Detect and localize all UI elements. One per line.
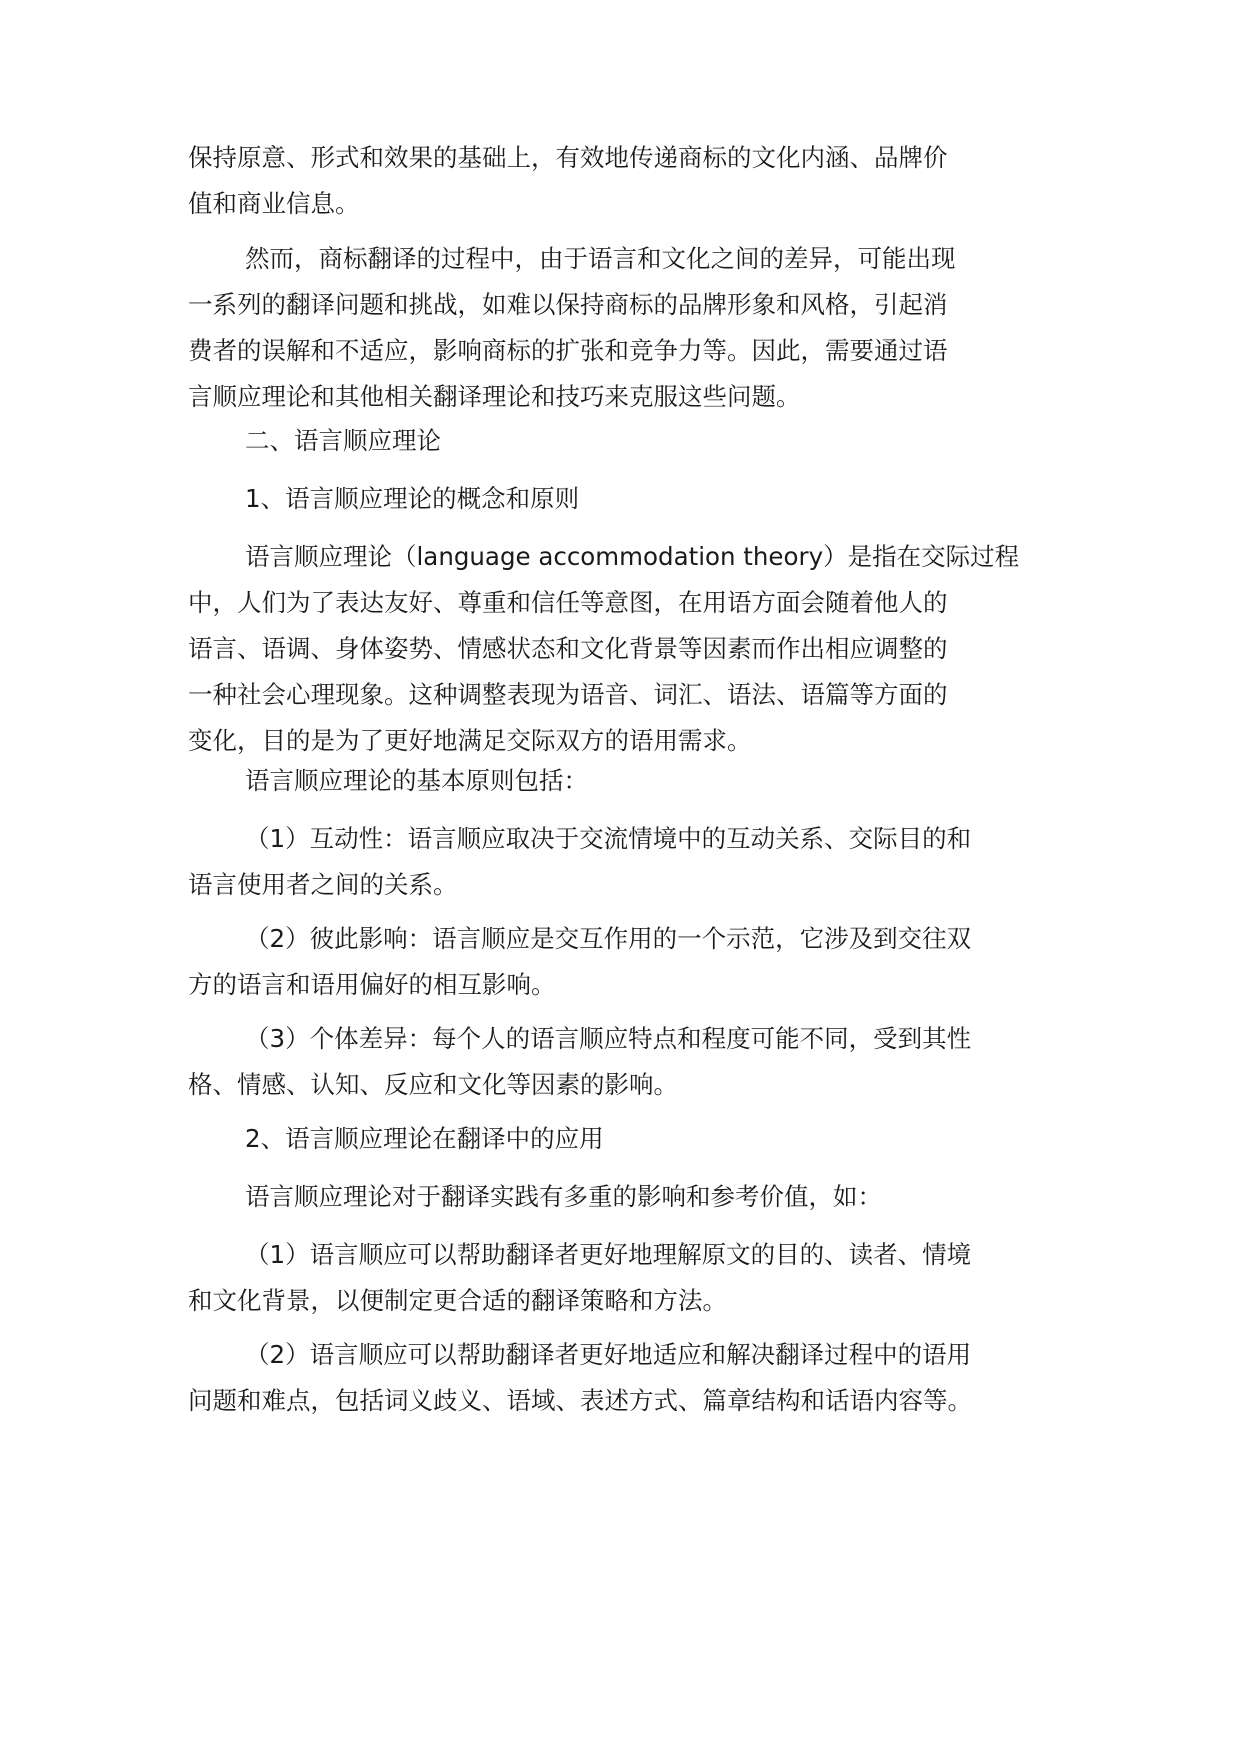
text-line: （3）个体差异：每个人的语言顺应特点和程度可能不同，受到其性: [245, 1024, 972, 1053]
text-line: 语言顺应理论的基本原则包括：: [245, 766, 588, 795]
text-line: 格、情感、认知、反应和文化等因素的影响。: [188, 1070, 678, 1099]
text-line: 方的语言和语用偏好的相互影响。: [188, 970, 556, 999]
paragraph-application-intro: [188, 1174, 1068, 1220]
text-line: 中，人们为了表达友好、尊重和信任等意图，在用语方面会随着他人的: [188, 588, 948, 617]
heading-text: 2、语言顺应理论在翻译中的应用: [245, 1124, 604, 1153]
text-line: 保持原意、形式和效果的基础上，有效地传递商标的文化内涵、品牌价: [188, 143, 948, 172]
subsection-heading-2-1: [188, 476, 1068, 522]
text-line: 语言使用者之间的关系。: [188, 870, 458, 899]
text-line: （2）语言顺应可以帮助翻译者更好地适应和解决翻译过程中的语用: [245, 1340, 972, 1369]
text-line: 语言顺应理论对于翻译实践有多重的影响和参考价值，如：: [245, 1182, 882, 1211]
paragraph-intro-continuation: [188, 135, 1068, 227]
text-line: 和文化背景，以便制定更合适的翻译策略和方法。: [188, 1286, 727, 1315]
text-line: 一种社会心理现象。这种调整表现为语音、词汇、语法、语篇等方面的: [188, 680, 948, 709]
text-line: （2）彼此影响：语言顺应是交互作用的一个示范，它涉及到交往双: [245, 924, 972, 953]
paragraph-principles-intro: [188, 758, 1068, 804]
list-item-principle-3: [188, 1016, 1068, 1108]
paragraph-theory-definition: [188, 534, 1068, 764]
text-line: 变化，目的是为了更好地满足交际双方的语用需求。: [188, 726, 752, 755]
text-line: （1）互动性：语言顺应取决于交流情境中的互动关系、交际目的和: [245, 824, 972, 853]
text-line: （1）语言顺应可以帮助翻译者更好地理解原文的目的、读者、情境: [245, 1240, 972, 1269]
list-item-principle-1: [188, 816, 1068, 908]
paragraph-translation-challenges: [188, 236, 1068, 420]
text-line: 语言、语调、身体姿势、情感状态和文化背景等因素而作出相应调整的: [188, 634, 948, 663]
list-item-principle-2: [188, 916, 1068, 1008]
heading-text: 1、语言顺应理论的概念和原则: [245, 484, 580, 513]
heading-text: 二、语言顺应理论: [245, 426, 441, 455]
text-line: 语言顺应理论（language accommodation theory）是指在交际过程: [245, 542, 1020, 571]
list-item-application-1: [188, 1232, 1068, 1324]
text-line: 问题和难点，包括词义歧义、语域、表述方式、篇章结构和话语内容等。: [188, 1386, 972, 1415]
subsection-heading-2-2: [188, 1116, 1068, 1162]
text-line: 然而，商标翻译的过程中，由于语言和文化之间的差异，可能出现: [245, 244, 956, 273]
text-line: 值和商业信息。: [188, 189, 360, 218]
text-line: 一系列的翻译问题和挑战，如难以保持商标的品牌形象和风格，引起消: [188, 290, 948, 319]
section-heading-2: [188, 418, 1068, 464]
text-line: 言顺应理论和其他相关翻译理论和技巧来克服这些问题。: [188, 382, 801, 411]
list-item-application-2: [188, 1332, 1068, 1424]
text-line: 费者的误解和不适应，影响商标的扩张和竞争力等。因此，需要通过语: [188, 336, 948, 365]
